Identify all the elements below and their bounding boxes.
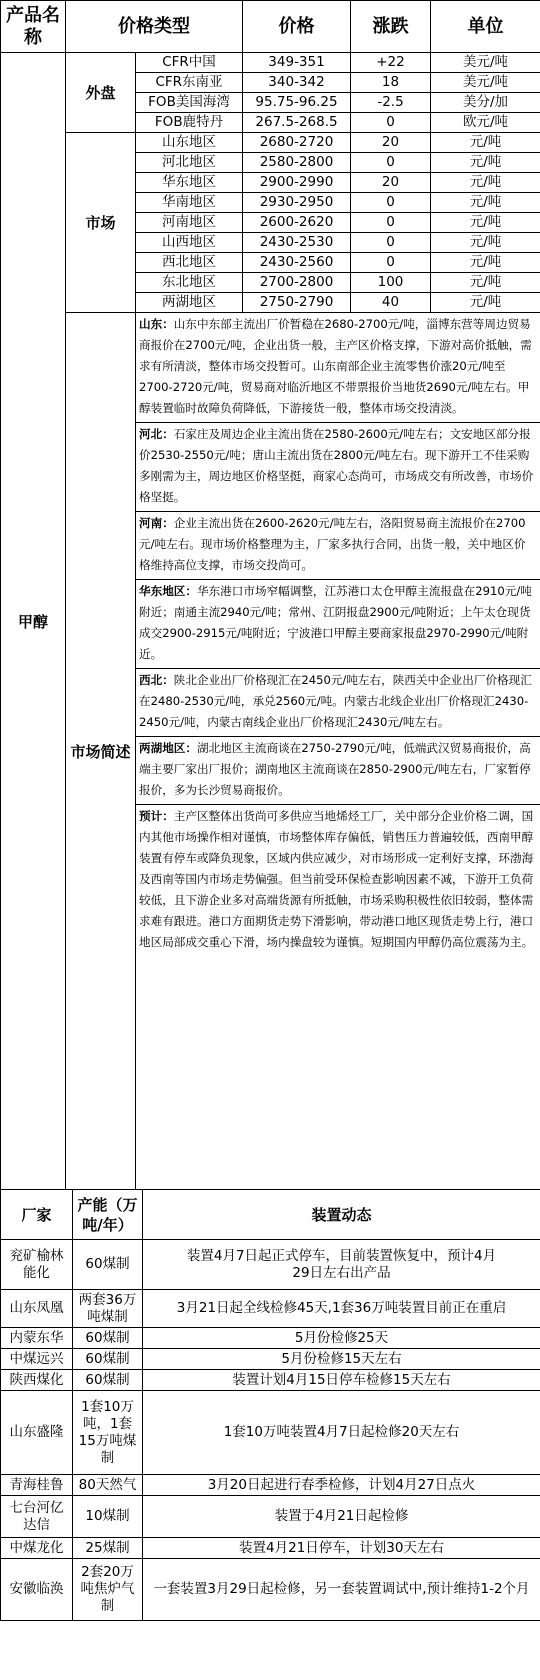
plant-company: 中煤龙化 — [1, 1538, 73, 1559]
plant-status: 装置4月21日停车，计划30天左右 — [143, 1538, 540, 1559]
plant-company: 七台河亿达信 — [1, 1496, 73, 1538]
header-product: 产品名称 — [1, 1, 66, 53]
plant-status-table — [0, 1189, 540, 1621]
summary-title: 山东： — [139, 317, 174, 331]
change-cell: 100 — [351, 273, 431, 293]
change-cell: 0 — [351, 213, 431, 233]
change-cell: 20 — [351, 133, 431, 153]
plant-company: 中煤远兴 — [1, 1349, 73, 1370]
summary-paragraph — [136, 313, 540, 423]
plant-status: 装置计划4月15日停车检修15天左右 — [143, 1370, 540, 1391]
price-cell: 2900-2990 — [243, 173, 351, 193]
summary-text: 企业主流出货在2600-2620元/吨左右，洛阳贸易商主流报价在2700元/吨左右。现市场价格整理为主，厂家多执行合同，出货一般，关中地区价格维持高位支撑，市场交投尚可。 — [139, 516, 526, 572]
plant-capacity: 60煤制 — [73, 1240, 143, 1290]
summary-text: 山东中东部主流出厂价暂稳在2680-2700元/吨，淄博东营等周边贸易商报价在2700元/吨，企业出货一般，主产区价格支撑，下游对高价抵触，需求有所清淡，整体市场交投暂可。山东南部企业主流零售价涨20元/吨至2700-2720元/吨，贸易商对临沂地区不带票报价当地货2690元/吨左右。甲醇装置临时故障负荷降低，下游接货一般，整体市场交投清淡。 — [139, 317, 532, 415]
plant-capacity: 2套20万吨焦炉气制 — [73, 1559, 143, 1621]
change-cell: 40 — [351, 293, 431, 313]
summary-title: 西北： — [139, 673, 174, 687]
plant-company: 兖矿榆林能化 — [1, 1240, 73, 1290]
unit-cell: 元/吨 — [431, 253, 540, 273]
price-cell: 2580-2800 — [243, 153, 351, 173]
change-cell: 0 — [351, 113, 431, 133]
price-cell: 2430-2560 — [243, 253, 351, 273]
change-cell: 0 — [351, 253, 431, 273]
plant-capacity: 两套36万吨煤制 — [73, 1290, 143, 1328]
price-type-cell: CFR东南亚 — [136, 73, 243, 93]
summary-paragraph — [136, 512, 540, 580]
unit-cell: 元/吨 — [431, 153, 540, 173]
plant-company: 安徽临涣 — [1, 1559, 73, 1621]
summary-title: 河北： — [139, 427, 174, 441]
header-capacity: 产能（万吨/年） — [73, 1190, 143, 1240]
summary-title: 华东地区： — [139, 584, 197, 598]
unit-cell: 美元/吨 — [431, 53, 540, 73]
price-type-cell: 河北地区 — [136, 153, 243, 173]
plant-company: 山东盛隆 — [1, 1391, 73, 1475]
header-price: 价格 — [243, 1, 351, 53]
price-type-cell: CFR中国 — [136, 53, 243, 73]
price-cell: 267.5-268.5 — [243, 113, 351, 133]
summary-paragraph — [136, 580, 540, 669]
summary-text: 陕北企业出厂价格现汇在2450元/吨左右，陕西关中企业出厂价格现汇在2480-2530元/吨，承兑2560元/吨。内蒙古北线企业出厂价格现汇2430-2450元/吨，内蒙古南线企业出厂价格现汇2430元/吨左右。 — [139, 673, 532, 729]
plant-capacity: 60煤制 — [73, 1328, 143, 1349]
price-type-cell: 河南地区 — [136, 213, 243, 233]
unit-cell: 元/吨 — [431, 213, 540, 233]
plant-capacity: 60煤制 — [73, 1349, 143, 1370]
unit-cell: 元/吨 — [431, 173, 540, 193]
summary-text: 主产区整体出货尚可多供应当地烯烃工厂，关中部分企业价格二调，国内其他市场操作相对谨慎，市场整体库存偏低，销售压力普遍较低，西南甲醇装置有停车或降负现象，区域内供应减少，对市场形成一定利好支撑，环渤海及西南等国内市场走势偏强。但当前受环保检查影响因素不减，下游开工负荷较低，且下游企业多对高端货源有所抵触，市场采购积极性依旧较弱，整体需求难有跟进。港口方面期货走势下滑影响，带动港口地区现货走势上行，港口地区局部成交重心下滑，场内操盘较为谨慎。短期国内甲醇仍高位震荡为主。 — [139, 809, 534, 949]
unit-cell: 元/吨 — [431, 273, 540, 293]
price-type-cell: 两湖地区 — [136, 293, 243, 313]
plant-status: 装置于4月21日起检修 — [143, 1496, 540, 1538]
header-company: 厂家 — [1, 1190, 73, 1240]
price-cell: 2600-2620 — [243, 213, 351, 233]
header-unit: 单位 — [431, 1, 540, 53]
change-cell: 0 — [351, 193, 431, 213]
plant-capacity: 60煤制 — [73, 1370, 143, 1391]
price-type-cell: 华南地区 — [136, 193, 243, 213]
plant-status: 5月份检修25天 — [143, 1328, 540, 1349]
price-cell: 349-351 — [243, 53, 351, 73]
change-cell: 18 — [351, 73, 431, 93]
price-type-cell: 西北地区 — [136, 253, 243, 273]
summary-text: 湖北地区主流商谈在2750-2790元/吨，低端武汉贸易商报价，高端主要厂家出厂报价；湖南地区主流商谈在2850-2900元/吨左右，厂家暂停报价，多为长沙贸易商报价。 — [139, 741, 531, 797]
price-cell: 95.75-96.25 — [243, 93, 351, 113]
summary-paragraph — [136, 805, 540, 956]
summary-paragraph — [136, 669, 540, 737]
plant-capacity: 10煤制 — [73, 1496, 143, 1538]
market-summary — [136, 313, 540, 1190]
group-external-label: 外盘 — [66, 53, 136, 133]
unit-cell: 元/吨 — [431, 293, 540, 313]
plant-company: 青海桂鲁 — [1, 1475, 73, 1496]
change-cell: +22 — [351, 53, 431, 73]
summary-text: 石家庄及周边企业主流出货在2580-2600元/吨左右；文安地区部分报价2530-2550元/吨；唐山主流出货在2800元/吨左右。现下游开工不佳采购多刚需为主，周边地区价格坚挺，商家心态尚可，市场成交有所改善，市场价格坚挺。 — [139, 427, 534, 504]
plant-capacity: 80天然气 — [73, 1475, 143, 1496]
price-cell: 2430-2530 — [243, 233, 351, 253]
product-name: 甲醇 — [1, 53, 66, 1190]
change-cell: -2.5 — [351, 93, 431, 113]
price-type-cell: FOB鹿特丹 — [136, 113, 243, 133]
price-type-cell: 东北地区 — [136, 273, 243, 293]
summary-title: 河南： — [139, 516, 174, 530]
price-cell: 2750-2790 — [243, 293, 351, 313]
price-type-cell: FOB美国海湾 — [136, 93, 243, 113]
plant-company: 内蒙东华 — [1, 1328, 73, 1349]
price-type-cell: 华东地区 — [136, 173, 243, 193]
plant-status: 3月20日起进行春季检修，计划4月27日点火 — [143, 1475, 540, 1496]
plant-status: 一套装置3月29日起检修，另一套装置调试中,预计维持1-2个月 — [143, 1559, 540, 1621]
change-cell: 20 — [351, 173, 431, 193]
unit-cell: 欧元/吨 — [431, 113, 540, 133]
unit-cell: 美元/吨 — [431, 73, 540, 93]
price-cell: 2680-2720 — [243, 133, 351, 153]
group-summary-label: 市场简述 — [66, 313, 136, 1190]
plant-company: 陕西煤化 — [1, 1370, 73, 1391]
header-status: 装置动态 — [143, 1190, 540, 1240]
summary-text: 华东港口市场窄幅调整，江苏港口太仓甲醇主流报盘在2910元/吨附近；南通主流2940元/吨；常州、江阴报盘2900元/吨附近；上午太仓现货成交2900-2915元/吨附近；宁波港口甲醇主要商家报盘2970-2990元/吨附近。 — [139, 584, 532, 661]
plant-capacity: 25煤制 — [73, 1538, 143, 1559]
price-cell: 2700-2800 — [243, 273, 351, 293]
summary-paragraph — [136, 423, 540, 512]
unit-cell: 美分/加 — [431, 93, 540, 113]
price-type-cell: 山西地区 — [136, 233, 243, 253]
summary-paragraph — [136, 737, 540, 805]
plant-status: 3月21日起全线检修45天,1套36万吨装置目前正在重启 — [143, 1290, 540, 1328]
plant-status: 1套10万吨装置4月7日起检修20天左右 — [143, 1391, 540, 1475]
change-cell: 0 — [351, 153, 431, 173]
plant-status: 装置4月7日起正式停车，目前装置恢复中，预计4月29日左右出产品 — [143, 1240, 540, 1290]
summary-title: 预计： — [139, 809, 174, 823]
change-cell: 0 — [351, 233, 431, 253]
unit-cell: 元/吨 — [431, 133, 540, 153]
plant-company: 山东凤凰 — [1, 1290, 73, 1328]
header-change: 涨跌 — [351, 1, 431, 53]
price-type-cell: 山东地区 — [136, 133, 243, 153]
header-price-type: 价格类型 — [66, 1, 243, 53]
unit-cell: 元/吨 — [431, 233, 540, 253]
summary-title: 两湖地区： — [139, 741, 197, 755]
unit-cell: 元/吨 — [431, 193, 540, 213]
plant-status: 5月份检修15天左右 — [143, 1349, 540, 1370]
price-cell: 340-342 — [243, 73, 351, 93]
price-cell: 2930-2950 — [243, 193, 351, 213]
group-market-label: 市场 — [66, 133, 136, 313]
plant-capacity: 1套10万吨，1套15万吨煤制 — [73, 1391, 143, 1475]
